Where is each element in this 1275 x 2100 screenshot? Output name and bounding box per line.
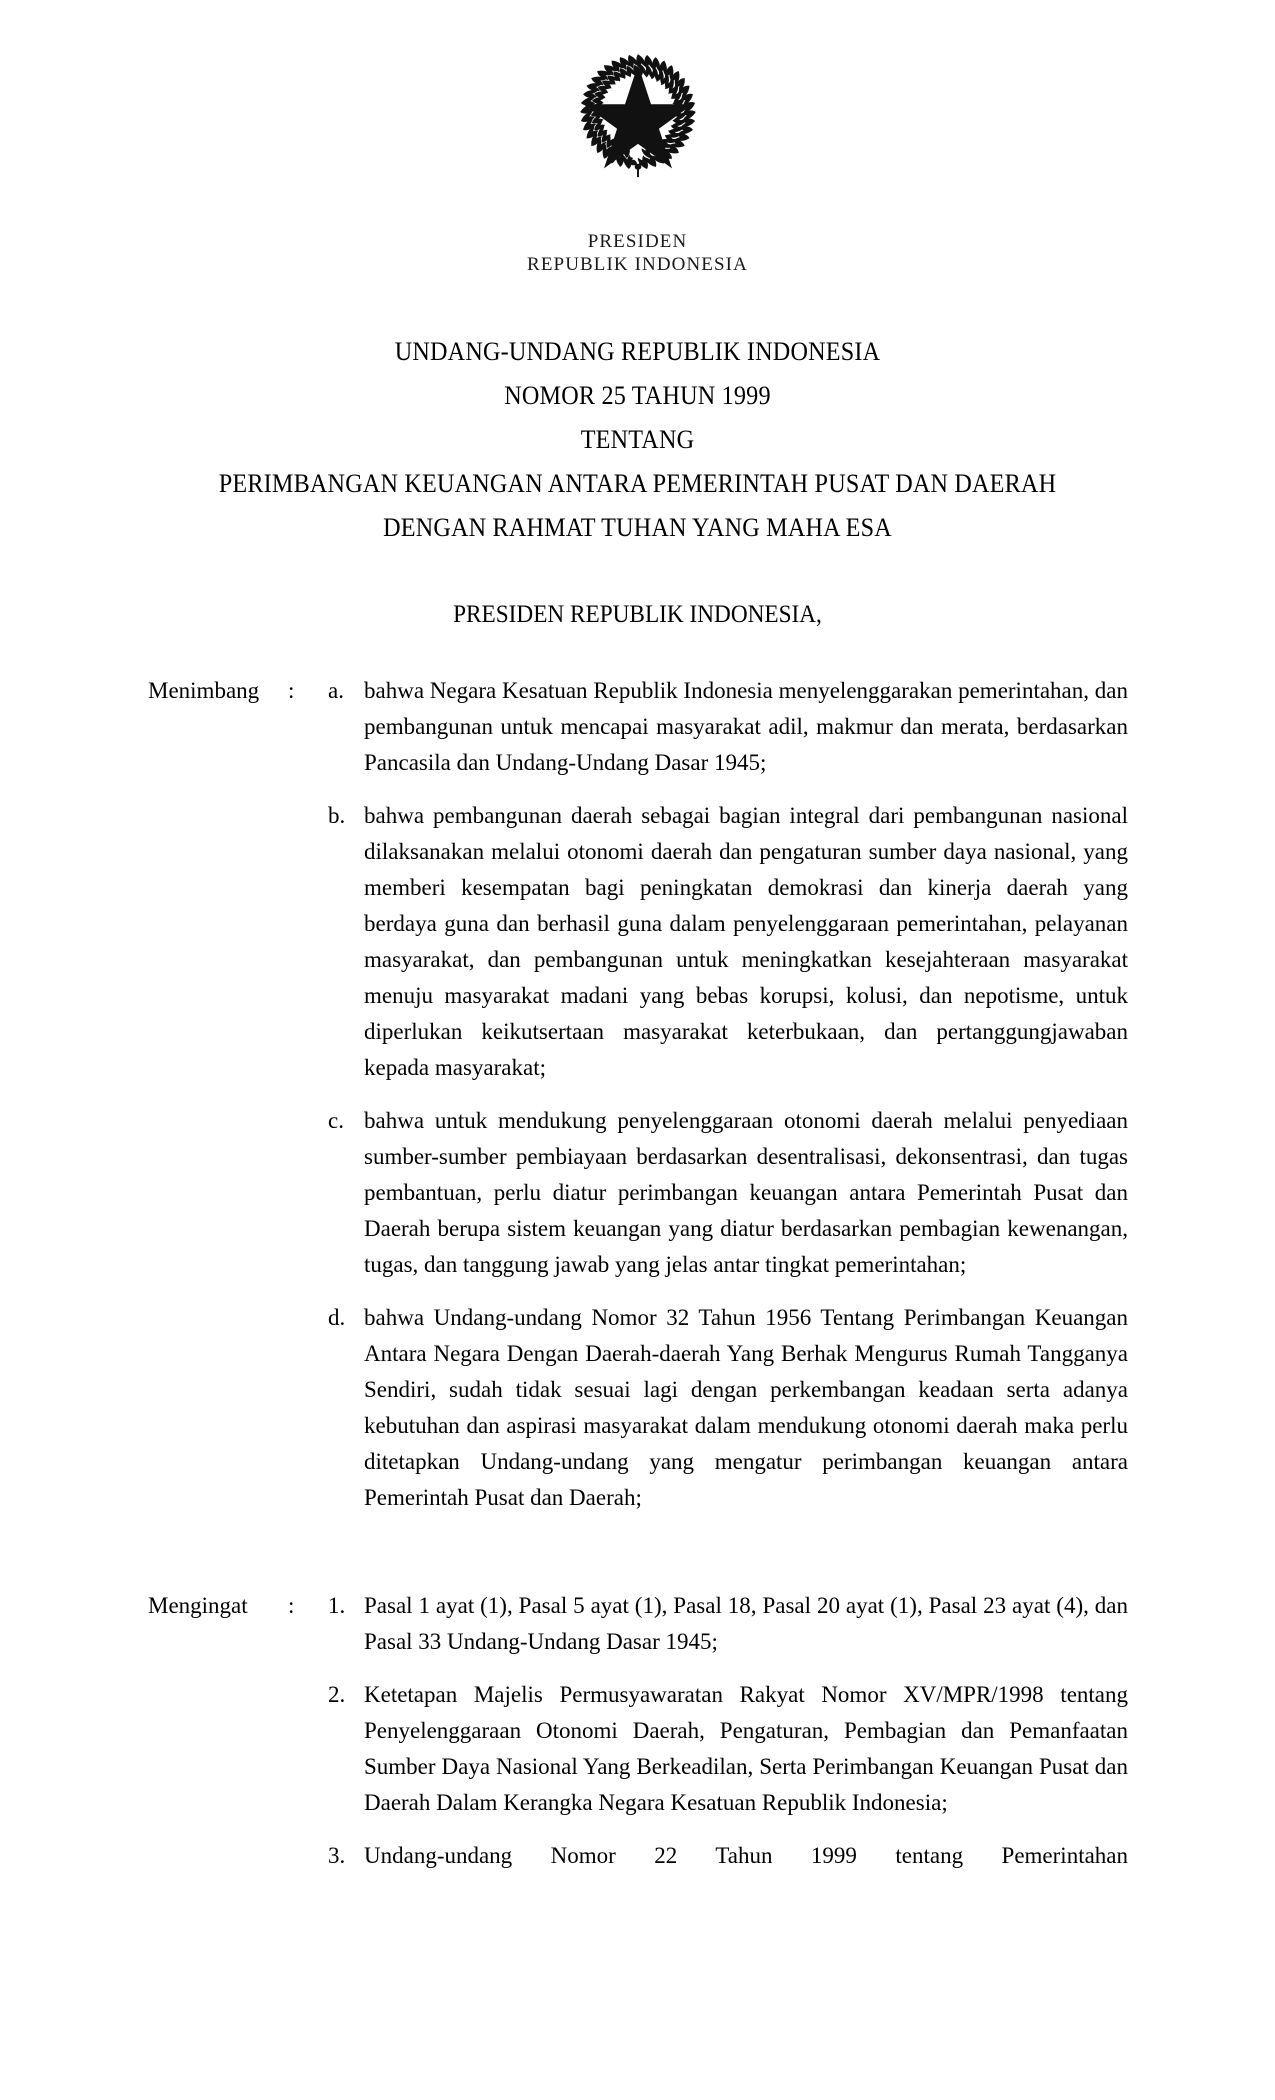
mengingat-label: Mengingat (148, 1593, 248, 1618)
item-marker: a. (328, 678, 344, 703)
item-text: bahwa Undang-undang Nomor 32 Tahun 1956 Tentang Perimbangan Keuangan Antara Negara Dengan Daerah-daerah Yang Berhak Mengurus Rumah Tangganya Sendiri, sudah tidak sesuai lagi dengan perkembangan keadaan serta adanya kebutuhan dan aspirasi masyarakat dalam mendukung otonomi daerah maka perlu ditetapkan Undang-undang yang mengatur perimbangan keuangan antara Pemerintah Pusat dan Daerah; (364, 1305, 1128, 1510)
item-text: bahwa pembangunan daerah sebagai bagian integral dari pembangunan nasional dilaksanakan melalui otonomi daerah dan pengaturan sumber daya nasional, yang memberi kesempatan bagi peningkatan demokrasi dan kinerja daerah yang berdaya guna dan berhasil guna dalam penyelenggaraan pemerintahan, pelayanan masyarakat, dan pembangunan untuk meningkatkan kesejahteraan masyarakat menuju masyarakat madani yang bebas korupsi, kolusi, dan nepotisme, untuk diperlukan keikutsertaan masyarakat keterbukaan, dan pertanggungjawaban kepada masyarakat; (364, 803, 1128, 1080)
item-text: bahwa untuk mendukung penyelenggaraan otonomi daerah melalui penyediaan sumber-sumber pembiayaan berdasarkan desentralisasi, dekonsentrasi, dan tugas pembantuan, perlu diatur perimbangan keuangan antara Pemerintah Pusat dan Daerah berupa sistem keuangan yang diatur berdasarkan pembagian kewenangan, tugas, dan tanggung jawab yang jelas antar tingkat pemerintahan; (364, 1108, 1128, 1277)
header-line-presiden: PRESIDEN (587, 231, 688, 252)
list-item (328, 1588, 1128, 1660)
menimbang-label: Menimbang (148, 678, 260, 703)
item-marker: d. (328, 1305, 346, 1330)
header-caption (0, 230, 1275, 276)
item-text: Pasal 1 ayat (1), Pasal 5 ayat (1), Pasal 18, Pasal 20 ayat (1), Pasal 23 ayat (4), dan Pasal 33 Undang-Undang Dasar 1945; (364, 1593, 1128, 1654)
list-item (328, 798, 1128, 1086)
title-subject: PERIMBANGAN KEUANGAN ANTARA PEMERINTAH PUSAT DAN DAERAH (218, 469, 1057, 498)
list-item (328, 1838, 1128, 1910)
mengingat-colon: : (288, 1593, 295, 1618)
item-marker: c. (328, 1108, 344, 1133)
mengingat-items (328, 1588, 1128, 1910)
item-marker: 2. (328, 1682, 346, 1707)
item-marker: 3. (328, 1843, 346, 1868)
title-law-type: UNDANG-UNDANG REPUBLIK INDONESIA (394, 337, 881, 366)
menimbang-row (148, 673, 1128, 1516)
list-item (328, 1300, 1128, 1516)
title-number-year: NOMOR 25 TAHUN 1999 (504, 381, 771, 410)
item-text: Undang-undang Nomor 22 Tahun 1999 tentang Pemerintahan (364, 1843, 1128, 1868)
item-marker: 1. (328, 1593, 346, 1618)
list-item (328, 1677, 1128, 1821)
item-text: Ketetapan Majelis Permusyawaratan Rakyat Nomor XV/MPR/1998 tentang Penyelenggaraan Otonomi Daerah, Pengaturan, Pembagian dan Pemanfaatan Sumber Daya Nasional Yang Berkeadilan, Serta Perimbangan Keuangan Pusat dan Daerah Dalam Kerangka Negara Kesatuan Republik Indonesia; (364, 1682, 1128, 1815)
mengingat-row (148, 1588, 1128, 1910)
list-item (328, 1103, 1128, 1283)
item-marker: b. (328, 803, 346, 828)
emblem-container (0, 38, 1275, 191)
menimbang-items (328, 673, 1128, 1516)
menimbang-colon: : (288, 678, 295, 703)
document-title-block (0, 330, 1275, 550)
title-invocation: DENGAN RAHMAT TUHAN YANG MAHA ESA (383, 513, 892, 542)
presidential-seal-icon (563, 38, 713, 186)
item-text: bahwa Negara Kesatuan Republik Indonesia menyelenggarakan pemerintahan, dan pembangunan untuk mencapai masyarakat adil, makmur dan merata, berdasarkan Pancasila dan Undang-Undang Dasar 1945; (364, 678, 1128, 775)
list-item (328, 673, 1128, 781)
mengingat-section (148, 1588, 1128, 1910)
menimbang-section (148, 673, 1128, 1516)
title-tentang: TENTANG (580, 425, 695, 454)
enactor-line: PRESIDEN REPUBLIK INDONESIA, (453, 601, 822, 628)
header-line-republik-indonesia: REPUBLIK INDONESIA (527, 254, 748, 275)
